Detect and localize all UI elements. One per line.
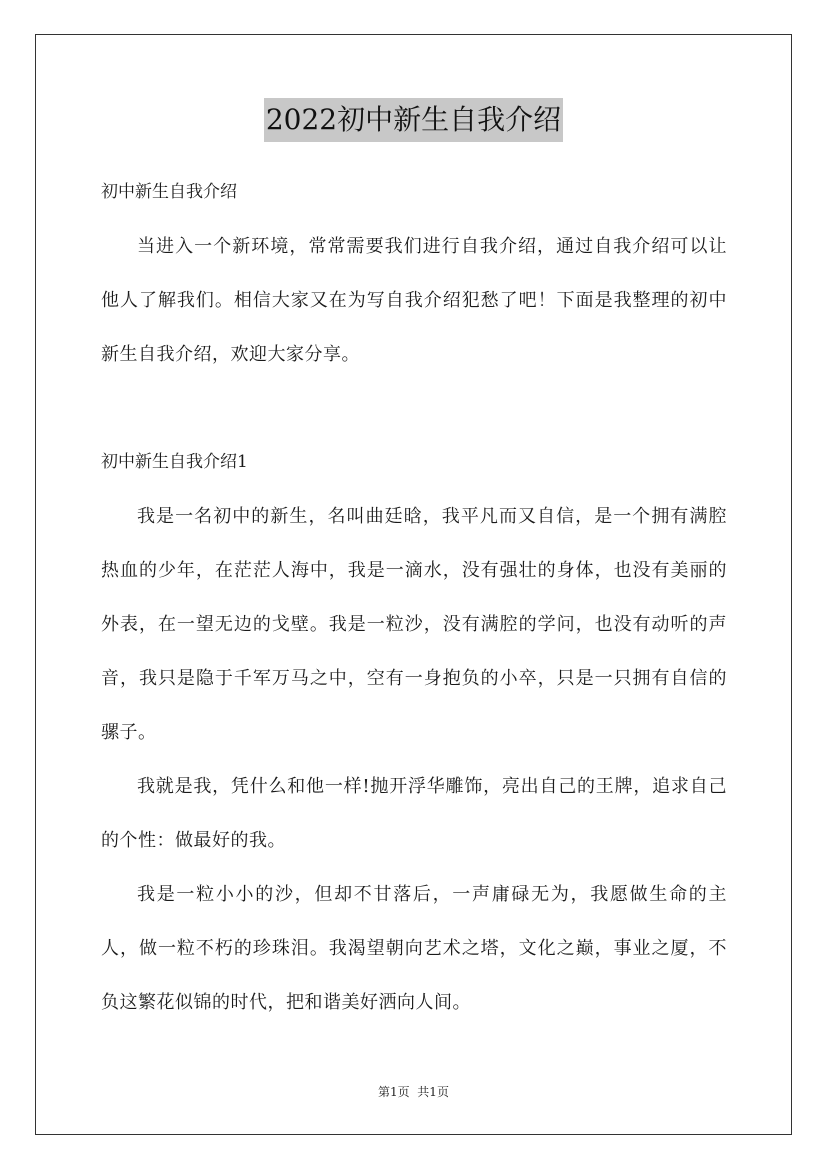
- page-number-footer: 第1页 共1页: [378, 1085, 449, 1099]
- intro-heading: 初中新生自我介绍: [101, 182, 237, 202]
- section1-paragraph: 我就是我，凭什么和他一样!抛开浮华雕饰，亮出自己的王牌，追求自己的个性：做最好的我。: [101, 776, 727, 851]
- title-container: [0, 98, 827, 142]
- intro-paragraph: 当进入一个新环境，常常需要我们进行自我介绍，通过自我介绍可以让他人了解我们。相信大家又在为写自我介绍犯愁了吧！下面是我整理的初中新生自我介绍，欢迎大家分享。: [101, 236, 727, 365]
- section1-heading: 初中新生自我介绍1: [101, 452, 248, 472]
- document-body: [101, 170, 727, 1030]
- section1-paragraph: 我是一名初中的新生，名叫曲廷晗，我平凡而又自信，是一个拥有满腔热血的少年，在茫茫人海中，我是一滴水，没有强壮的身体，也没有美丽的外表，在一望无边的戈壁。我是一粒沙，没有满腔的学问，也没有动听的声音，我只是隐于千军万马之中，空有一身抱负的小卒，只是一只拥有自信的骡子。: [101, 506, 727, 743]
- section1-paragraph: 我是一粒小小的沙，但却不甘落后，一声庸碌无为，我愿做生命的主人，做一粒不朽的珍珠泪。我渴望朝向艺术之塔，文化之巅，事业之厦，不负这繁花似锦的时代，把和谐美好洒向人间。: [101, 884, 727, 1013]
- document-title: 2022初中新生自我介绍: [264, 98, 563, 142]
